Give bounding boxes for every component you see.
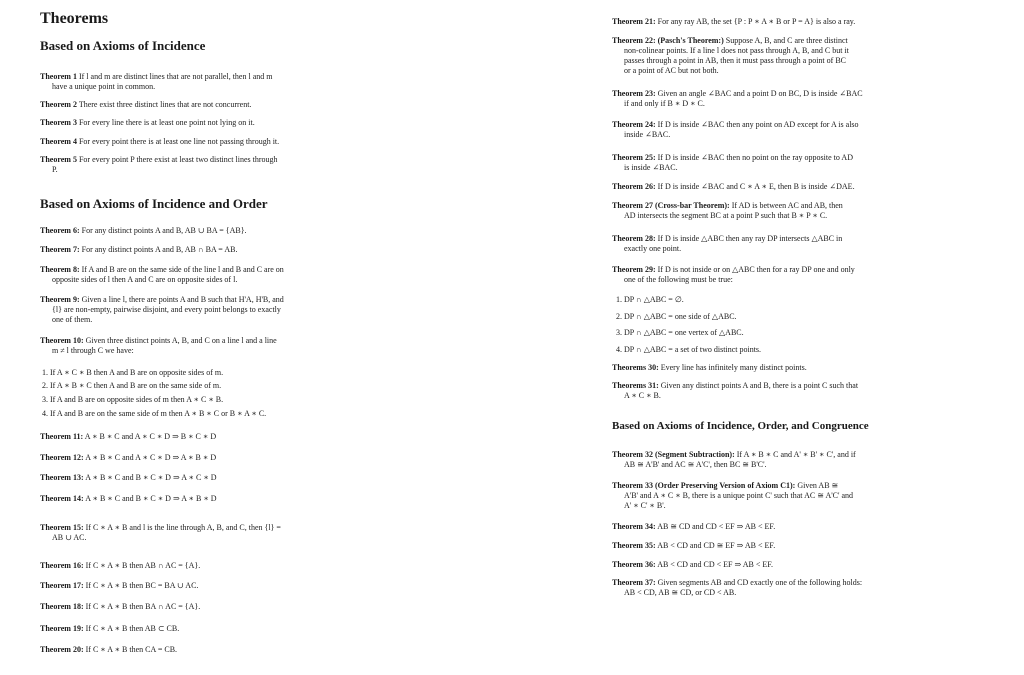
theorem-29-item: 1. DP ∩ △ABC = ∅.: [616, 295, 684, 304]
theorem-29-item: 2. DP ∩ △ABC = one side of △ABC.: [616, 312, 737, 321]
theorem-text: A ∗ B ∗ C and A ∗ C ∗ D ⇒ B ∗ C ∗ D: [84, 432, 217, 441]
theorem-text: A'B' and A ∗ C ∗ B, there is a unique point C' such that AC ≅ A'C' and: [624, 491, 853, 500]
theorem-text: If D is inside ∠BAC then any point on AD except for A is also: [657, 120, 859, 129]
theorem-25: [612, 153, 934, 173]
theorem-text: one of them.: [52, 315, 93, 324]
theorem-text: If D is inside △ABC then any ray DP intersects △ABC in: [657, 234, 843, 243]
theorem-3: [40, 118, 255, 128]
theorem-label: Theorem 29:: [612, 265, 656, 274]
theorem-37: [612, 578, 934, 598]
theorem-text: For any distinct points A and B, AB ∩ BA = AB.: [81, 245, 238, 254]
theorem-15: [40, 523, 366, 543]
theorem-label: Theorem 10:: [40, 336, 84, 345]
theorem-text: For every point P there exist at least two distinct lines through: [78, 155, 278, 164]
theorem-29-item: 4. DP ∩ △ABC = a set of two distinct points.: [616, 345, 762, 354]
theorem-text: inside ∠BAC.: [624, 130, 671, 139]
theorem-17: [40, 581, 198, 591]
theorem-text: passes through a point in AB, then it must pass through a point of BC: [624, 56, 846, 65]
theorem-30: [612, 363, 807, 373]
theorem-text: A' ∗ C' ∗ B'.: [624, 501, 666, 510]
theorem-label: Theorem 36:: [612, 560, 656, 569]
theorem-text: If AD is between AC and AB, then: [731, 201, 843, 210]
theorem-text: non-colinear points. If a line l does not pass through A, B, and C but it: [624, 46, 849, 55]
theorem-text: For every line there is at least one point not lying on it.: [78, 118, 255, 127]
theorem-36: [612, 560, 773, 570]
theorem-text: or a point of AC but not both.: [624, 66, 719, 75]
theorem-text: If D is inside ∠BAC then no point on the ray opposite to AD: [657, 153, 853, 162]
theorem-14: [40, 494, 217, 504]
section-incidence-order-congruence-heading: Based on Axioms of Incidence, Order, and Congruence: [612, 420, 869, 432]
theorem-22: [612, 36, 934, 76]
theorem-label: Theorem 34:: [612, 522, 656, 531]
theorem-35: [612, 541, 775, 551]
theorem-text: m ≠ l through C we have:: [52, 346, 134, 355]
theorem-6: [40, 226, 247, 236]
theorem-label: Theorem 6:: [40, 226, 80, 235]
theorem-19: [40, 624, 179, 634]
theorem-text: A ∗ C ∗ B.: [624, 391, 661, 400]
theorem-29: [612, 265, 934, 285]
theorem-text: Given a line l, there are points A and B such that H'A, H'B, and: [81, 295, 284, 304]
theorem-label: Theorem 20:: [40, 645, 84, 654]
theorem-label: Theorem 13:: [40, 473, 84, 482]
theorem-label: Theorem 9:: [40, 295, 80, 304]
theorem-label: Theorem 3: [40, 118, 77, 127]
theorem-text: A ∗ B ∗ C and B ∗ C ∗ D ⇒ A ∗ C ∗ D: [85, 473, 217, 482]
theorem-32: [612, 450, 934, 470]
theorem-text: If A ∗ B ∗ C and A' ∗ B' ∗ C', and if: [736, 450, 856, 459]
theorem-text: exactly one point.: [624, 244, 682, 253]
theorem-label: Theorem 4: [40, 137, 77, 146]
theorem-34: [612, 522, 775, 532]
theorem-label: Theorems 31:: [612, 381, 659, 390]
theorem-11: [40, 432, 216, 442]
theorem-label: Theorem 5: [40, 155, 77, 164]
theorem-text: AB < CD and CD < EF ⇒ AB < EF.: [657, 560, 774, 569]
theorem-label: Theorem 21:: [612, 17, 656, 26]
section-incidence-order-heading: Based on Axioms of Incidence and Order: [40, 196, 268, 211]
theorem-text: A ∗ B ∗ C and B ∗ C ∗ D ⇒ A ∗ B ∗ D: [85, 494, 217, 503]
theorem-label: Theorem 37:: [612, 578, 656, 587]
theorem-24: [612, 120, 934, 140]
theorem-23: [612, 89, 934, 109]
theorem-29-item: 3. DP ∩ △ABC = one vertex of △ABC.: [616, 328, 744, 337]
theorem-text: AD intersects the segment BC at a point P such that B ∗ P ∗ C.: [624, 211, 828, 220]
theorem-text: have a unique point in common.: [52, 82, 156, 91]
theorem-text: {l} are non-empty, pairwise disjoint, and every point belongs to exactly: [52, 305, 281, 314]
theorem-text: A ∗ B ∗ C and A ∗ C ∗ D ⇒ A ∗ B ∗ D: [85, 453, 217, 462]
theorem-13: [40, 473, 217, 483]
theorem-label: Theorem 12:: [40, 453, 84, 462]
theorem-2: [40, 100, 251, 110]
theorem-31: [612, 381, 934, 401]
theorem-label: Theorem 18:: [40, 602, 84, 611]
theorem-label: Theorem 27 (Cross-bar Theorem):: [612, 201, 730, 210]
theorem-label: Theorem 25:: [612, 153, 656, 162]
theorem-text: If C ∗ A ∗ B then CA = CB.: [85, 645, 178, 654]
theorem-20: [40, 645, 177, 655]
theorem-label: Theorem 22: (Pasch's Theorem:): [612, 36, 724, 45]
theorem-text: if and only if B ∗ D ∗ C.: [624, 99, 705, 108]
theorem-12: [40, 453, 216, 463]
theorem-label: Theorem 7:: [40, 245, 80, 254]
theorem-10: [40, 336, 366, 356]
section-incidence-heading: Based on Axioms of Incidence: [40, 38, 206, 53]
theorem-label: Theorem 33 (Order Preserving Version of Axiom C1):: [612, 481, 796, 490]
theorem-text: If C ∗ A ∗ B then AB ⊂ CB.: [85, 624, 180, 633]
theorem-text: Given any distinct points A and B, there is a point C such that: [660, 381, 859, 390]
theorem-text: If C ∗ A ∗ B then AB ∩ AC = {A}.: [85, 561, 201, 570]
theorem-label: Theorem 28:: [612, 234, 656, 243]
theorem-10-item: 3. If A and B are on opposite sides of m then A ∗ C ∗ B.: [42, 395, 224, 404]
theorem-text: If D is inside ∠BAC and C ∗ A ∗ E, then B is inside ∠DAE.: [657, 182, 855, 191]
theorem-label: Theorem 26:: [612, 182, 656, 191]
theorem-text: AB ∪ AC.: [52, 533, 87, 542]
theorem-18: [40, 602, 200, 612]
theorem-text: is inside ∠BAC.: [624, 163, 678, 172]
theorem-text: Given AB ≅: [797, 481, 839, 490]
theorem-1: [40, 72, 366, 92]
theorem-label: Theorem 15:: [40, 523, 84, 532]
theorem-26: [612, 182, 855, 192]
theorem-text: For any distinct points A and B, AB ∪ BA = {AB}.: [81, 226, 247, 235]
theorem-33: [612, 481, 934, 511]
theorem-16: [40, 561, 200, 571]
theorem-label: Theorem 24:: [612, 120, 656, 129]
theorem-text: If C ∗ A ∗ B then BA ∩ AC = {A}.: [85, 602, 201, 611]
theorem-text: Given segments AB and CD exactly one of the following holds:: [657, 578, 863, 587]
theorem-text: AB ≅ A'B' and AC ≅ A'C', then BC ≅ B'C'.: [624, 460, 767, 469]
theorem-label: Theorem 2: [40, 100, 77, 109]
theorem-text: For every point there is at least one line not passing through it.: [78, 137, 280, 146]
theorem-21: [612, 17, 855, 27]
theorem-label: Theorem 32 (Segment Subtraction):: [612, 450, 735, 459]
theorem-text: If A and B are on the same side of the line l and B and C are on: [81, 265, 284, 274]
theorem-label: Theorem 11:: [40, 432, 84, 441]
theorem-label: Theorem 23:: [612, 89, 656, 98]
theorem-text: AB ≅ CD and CD < EF ⇒ AB < EF.: [657, 522, 776, 531]
theorem-10-item: 2. If A ∗ B ∗ C then A and B are on the same side of m.: [42, 381, 222, 390]
theorem-text: If l and m are distinct lines that are not parallel, then l and m: [78, 72, 273, 81]
theorem-text: opposite sides of l then A and C are on opposite sides of l.: [52, 275, 238, 284]
theorem-10-item: 4. If A and B are on the same side of m then A ∗ B ∗ C or B ∗ A ∗ C.: [42, 409, 267, 418]
theorem-text: If C ∗ A ∗ B and l is the line through A, B, and C, then {l} =: [85, 523, 281, 532]
theorem-label: Theorem 17:: [40, 581, 84, 590]
theorem-text: There exist three distinct lines that are not concurrent.: [78, 100, 252, 109]
theorem-text: If D is not inside or on △ABC then for a ray DP one and only: [657, 265, 855, 274]
theorem-label: Theorem 35:: [612, 541, 656, 550]
theorem-4: [40, 137, 279, 147]
theorem-text: one of the following must be true:: [624, 275, 733, 284]
theorem-label: Theorem 8:: [40, 265, 80, 274]
theorem-text: AB < CD and CD ≅ EF ⇒ AB < EF.: [657, 541, 776, 550]
theorem-10-item: 1. If A ∗ C ∗ B then A and B are on opposite sides of m.: [42, 368, 224, 377]
theorem-text: For any ray AB, the set {P : P ∗ A ∗ B or P = A} is also a ray.: [657, 17, 856, 26]
theorem-label: Theorem 19:: [40, 624, 84, 633]
theorem-text: Given an angle ∠BAC and a point D on BC, D is inside ∠BAC: [657, 89, 863, 98]
theorem-text: Every line has infinitely many distinct points.: [660, 363, 807, 372]
theorem-label: Theorem 1: [40, 72, 77, 81]
theorem-28: [612, 234, 934, 254]
theorem-9: [40, 295, 366, 325]
theorem-5: [40, 155, 366, 175]
theorem-label: Theorem 16:: [40, 561, 84, 570]
page-title: Theorems: [40, 10, 109, 27]
theorem-text: AB < CD, AB ≅ CD, or CD < AB.: [624, 588, 737, 597]
theorem-text: Suppose A, B, and C are three distinct: [725, 36, 848, 45]
theorem-text: Given three distinct points A, B, and C on a line l and a line: [85, 336, 277, 345]
theorem-text: If C ∗ A ∗ B then BC = BA ∪ AC.: [85, 581, 199, 590]
theorem-8: [40, 265, 366, 285]
theorem-27: [612, 201, 934, 221]
theorem-text: P.: [52, 165, 58, 174]
theorem-label: Theorem 14:: [40, 494, 84, 503]
theorem-label: Theorems 30:: [612, 363, 659, 372]
theorem-7: [40, 245, 238, 255]
